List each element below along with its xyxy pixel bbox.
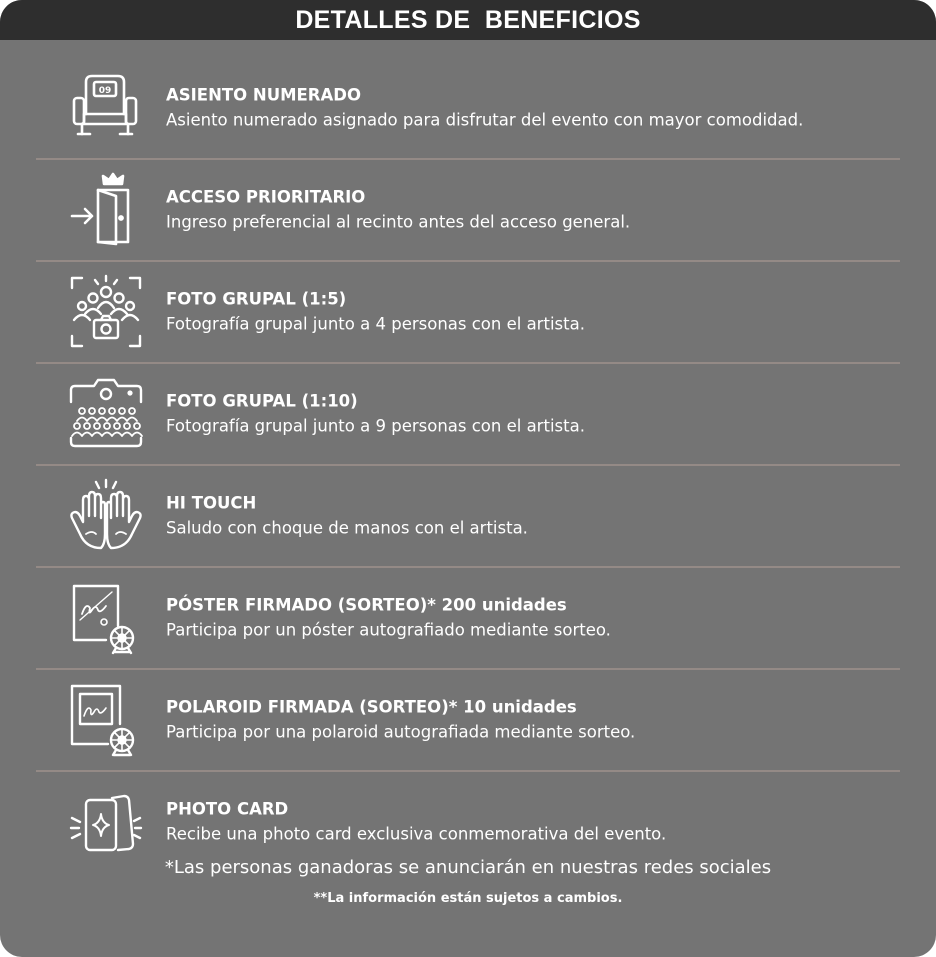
benefit-description: Saludo con choque de manos con el artista. [166, 518, 528, 538]
benefit-description: Fotografía grupal junto a 9 personas con el artista. [166, 416, 585, 436]
benefits-list [36, 58, 900, 872]
benefit-title: ACCESO PRIORITARIO [166, 187, 366, 207]
photo-card-icon [68, 784, 144, 860]
benefit-row-hi-touch [36, 466, 900, 568]
camera-crowd-icon [68, 376, 144, 452]
group-photo-icon [68, 274, 144, 350]
benefit-row-signed-polaroid [36, 670, 900, 772]
benefit-row-group-photo-10 [36, 364, 900, 466]
hands-icon [68, 478, 144, 554]
page-title: DETALLES DE BENEFICIOS [0, 0, 936, 40]
benefit-title: FOTO GRUPAL (1:5) [166, 289, 347, 309]
benefit-description: Participa por una polaroid autografiada mediante sorteo. [166, 722, 636, 742]
benefit-title: POLAROID FIRMADA (SORTEO)* 10 unidades [166, 697, 577, 717]
benefit-title: PHOTO CARD [166, 799, 289, 819]
benefit-description: Ingreso preferencial al recinto antes del acceso general. [166, 212, 631, 232]
benefit-title: PÓSTER FIRMADO (SORTEO)* 200 unidades [166, 595, 567, 615]
benefit-description: Asiento numerado asignado para disfrutar del evento con mayor comodidad. [166, 110, 804, 130]
benefit-title: FOTO GRUPAL (1:10) [166, 391, 358, 411]
winners-note: *Las personas ganadoras se anunciarán en nuestras redes sociales [164, 857, 772, 878]
benefit-row-group-photo-5 [36, 262, 900, 364]
benefit-description: Fotografía grupal junto a 4 personas con el artista. [166, 314, 585, 334]
benefit-row-seat [36, 58, 900, 160]
seat-number: 09 [98, 86, 112, 96]
signed-polaroid-icon [68, 682, 144, 758]
benefit-row-signed-poster [36, 568, 900, 670]
changes-note: **La información están sujetos a cambios. [313, 891, 623, 906]
signed-poster-icon [68, 580, 144, 656]
benefit-description: Recibe una photo card exclusiva conmemorativa del evento. [166, 824, 667, 844]
seat-icon [68, 70, 144, 146]
benefit-title: ASIENTO NUMERADO [166, 85, 361, 105]
priority-door-icon [68, 172, 144, 248]
benefit-description: Participa por un póster autografiado mediante sorteo. [166, 620, 611, 640]
benefit-title: HI TOUCH [166, 493, 257, 513]
benefit-row-priority-access [36, 160, 900, 262]
